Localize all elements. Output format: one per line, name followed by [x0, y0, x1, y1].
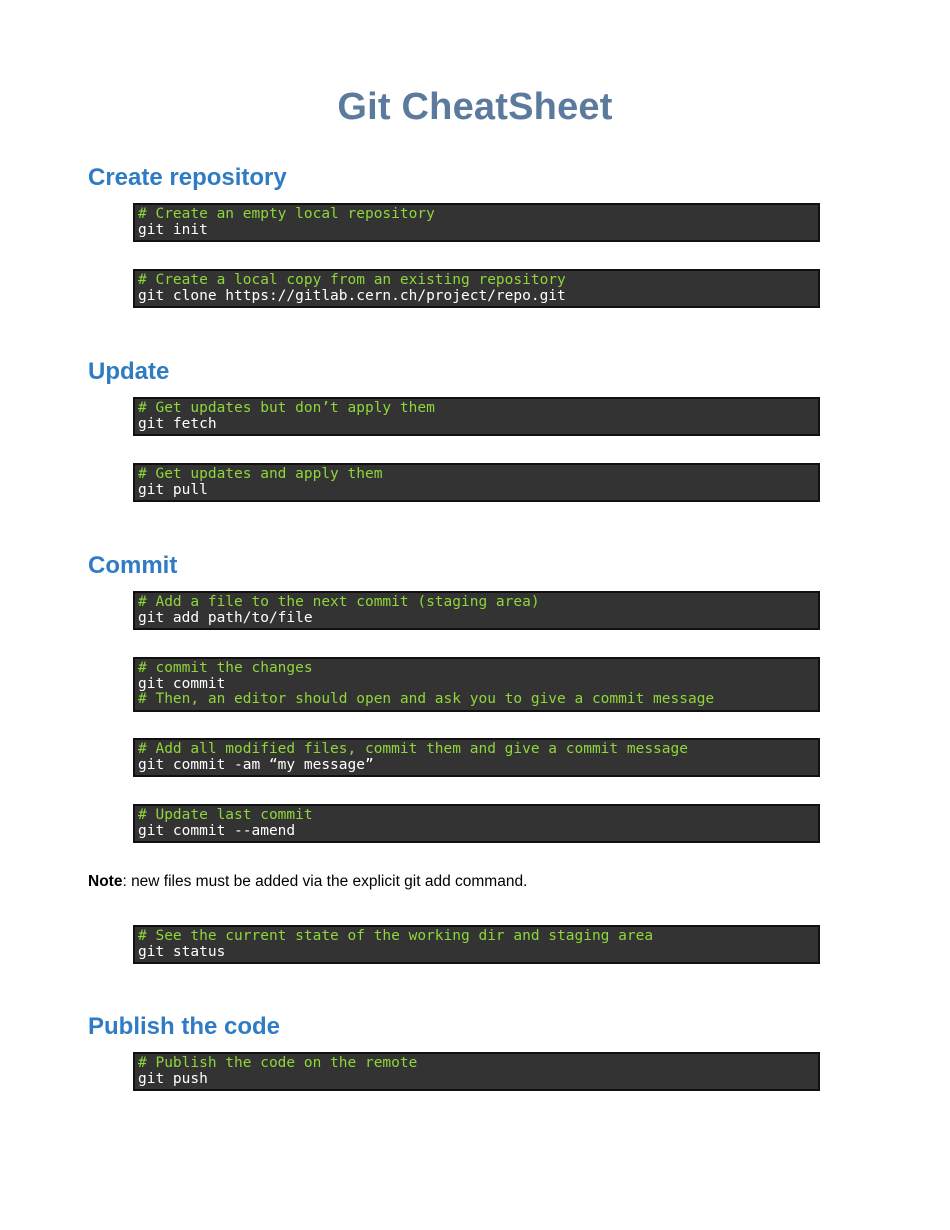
- code-comment: # Publish the code on the remote: [138, 1055, 418, 1071]
- code-command: git init: [138, 221, 208, 238]
- code-comment: # Create a local copy from an existing repository: [138, 272, 566, 288]
- note-text: : new files must be added via the explicit git add command.: [122, 873, 528, 890]
- code-comment: # Add a file to the next commit (staging area): [138, 594, 540, 610]
- code-command: git commit -am “my message”: [138, 756, 374, 773]
- code-block-git-status: [133, 925, 820, 964]
- heading-create-repository: Create repository: [88, 164, 287, 191]
- code-command: git status: [138, 943, 226, 960]
- code-comment: # Get updates but don’t apply them: [138, 400, 435, 416]
- code-command: git add path/to/file: [138, 609, 313, 626]
- code-comment: # Create an empty local repository: [138, 206, 435, 222]
- code-block-git-commit: [133, 657, 820, 712]
- code-comment: # commit the changes: [138, 660, 313, 676]
- note-paragraph: [88, 872, 527, 892]
- code-comment: # Then, an editor should open and ask you to give a commit message: [138, 691, 715, 708]
- note-label: Note: [88, 873, 123, 890]
- code-block-git-clone: [133, 269, 820, 308]
- code-block-git-init: [133, 203, 820, 242]
- code-block-git-commit-am: [133, 738, 820, 777]
- code-comment: # See the current state of the working dir and staging area: [138, 928, 654, 944]
- heading-publish-the-code: Publish the code: [88, 1013, 281, 1040]
- heading-commit: Commit: [88, 552, 178, 579]
- code-block-git-pull: [133, 463, 820, 502]
- code-command: git commit --amend: [138, 822, 296, 839]
- code-comment: # Add all modified files, commit them and give a commit message: [138, 741, 688, 757]
- code-command: git commit: [138, 675, 226, 692]
- code-command: git clone https://gitlab.cern.ch/project/repo.git: [138, 287, 566, 304]
- code-command: git pull: [138, 481, 208, 498]
- page-title: Git CheatSheet: [337, 86, 613, 128]
- code-command: git fetch: [138, 415, 217, 432]
- code-command: git push: [138, 1070, 208, 1087]
- code-comment: # Get updates and apply them: [138, 466, 383, 482]
- heading-update: Update: [88, 358, 170, 385]
- code-block-git-push: [133, 1052, 820, 1091]
- code-block-git-add: [133, 591, 820, 630]
- code-comment: # Update last commit: [138, 807, 313, 823]
- code-block-git-commit-amend: [133, 804, 820, 843]
- code-block-git-fetch: [133, 397, 820, 436]
